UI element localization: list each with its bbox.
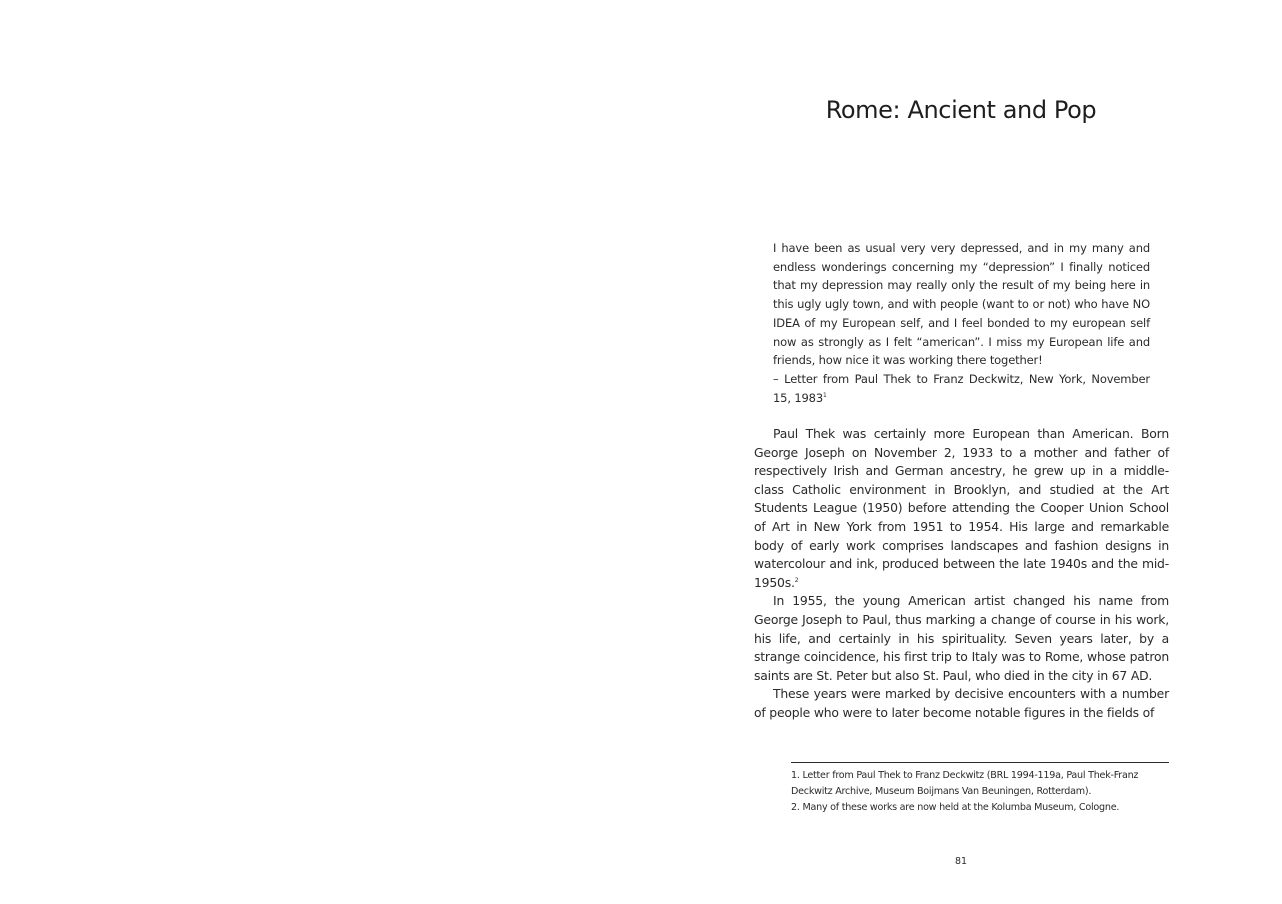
epigraph-attribution-text: – Letter from Paul Thek to Franz Deckwitz, New York, November 15, 1983 bbox=[773, 371, 1150, 405]
page-number: 81 bbox=[954, 856, 968, 867]
footnote-2: 2. Many of these works are now held at the Kolumba Museum, Cologne. bbox=[791, 802, 1120, 813]
body-paragraph-1 bbox=[754, 425, 1169, 592]
footnote-ref-1: 1 bbox=[823, 391, 827, 399]
right-page bbox=[641, 0, 1282, 904]
footnote-1: 1. Letter from Paul Thek to Franz Deckwitz (BRL 1994-119a, Paul Thek-Franz Deckwitz Archive, Museum Boijmans Van Beuningen, Rotterdam). bbox=[791, 770, 1139, 797]
footnotes bbox=[791, 762, 1169, 816]
chapter-title bbox=[791, 96, 1131, 124]
footnote-ref-2: 2 bbox=[794, 576, 799, 584]
body-text bbox=[754, 425, 1169, 723]
body-paragraph-1-text: Paul Thek was certainly more European than American. Born George Joseph on November 2, 1933 to a mother and father of respectively Irish and German ancestry, he grew up in a middle-class Catholic environment in Brooklyn, and studied at the Art Students League (1950) before attending the Cooper Union School of Art in New York from 1951 to 1954. His large and remarkable body of early work comprises landscapes and fashion designs in watercolour and ink, produced between the late 1940s and the mid-1950s. bbox=[754, 426, 1169, 590]
chapter-title-text: Rome: Ancient and Pop bbox=[825, 96, 1097, 124]
epigraph-quote: I have been as usual very very depressed, and in my many and endless wonderings concerning my “depression” I finally noticed that my depression may really only the result of my being here in this ugly ugly town, and with people (want to or not) who have NO IDEA of my European self, and I feel bonded to my european self now as strongly as I felt “american”. I miss my European life and friends, how nice it was working there together! bbox=[773, 241, 1150, 368]
epigraph bbox=[773, 239, 1150, 407]
epigraph-attribution bbox=[773, 370, 1150, 407]
body-paragraph-3: These years were marked by decisive encounters with a number of people who were to later become notable figures in the fields of bbox=[754, 686, 1169, 720]
body-paragraph-2: In 1955, the young American artist changed his name from George Joseph to Paul, thus marking a change of course in his work, his life, and certainly in his spirituality. Seven years later, by a strange coincidence, his first trip to Italy was to Rome, whose patron saints are St. Peter but also St. Paul, who died in the city in 67 AD. bbox=[754, 593, 1169, 683]
